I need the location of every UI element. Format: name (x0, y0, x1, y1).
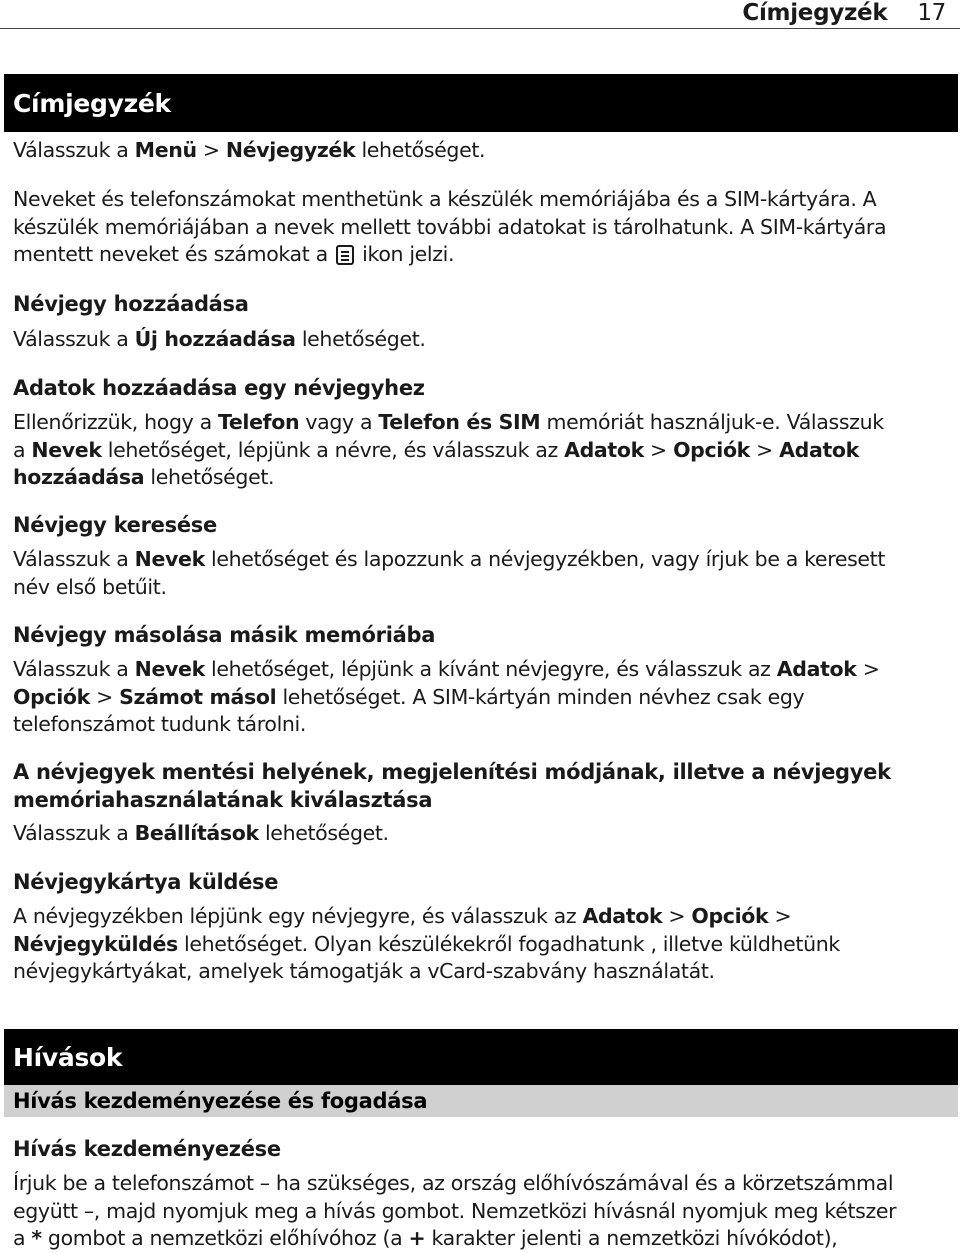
calls-subtitle-bar (4, 1085, 958, 1117)
card-heading: Névjegykártya küldése (13, 870, 279, 894)
calls-title-bar (4, 1029, 958, 1085)
copy-paragraph: Válasszuk a Nevek lehetőséget, lépjünk a kívánt névjegyre, és válasszuk az Adatok > Opciók > Számot másol lehetőséget. A SIM-kártyán minden névhez csak egy telefonszámot tudunk tárolni. (13, 657, 880, 736)
settings-heading: A névjegyek mentési helyének, megjelenítési módjának, illetve a névjegyek memóriahasználatának kiválasztása (13, 760, 891, 812)
sim-contact-icon (336, 245, 354, 265)
add-details-paragraph: Ellenőrizzük, hogy a Telefon vagy a Telefon és SIM memóriát használjuk-e. Válasszuk a Nevek lehetőséget, lépjünk a névre, és válasszuk az Adatok > Opciók > Adatok hozzáadása lehetőséget. (13, 410, 884, 489)
page-number: 17 (917, 0, 946, 26)
make-call-heading: Hívás kezdeményezése (13, 1137, 281, 1161)
calls-title: Hívások (13, 1042, 123, 1072)
add-details-heading: Adatok hozzáadása egy névjegyhez (13, 376, 425, 400)
search-paragraph: Válasszuk a Nevek lehetőséget és lapozzunk a névjegyzékben, vagy írjuk be a keresett név első betűit. (13, 547, 886, 599)
intro-paragraph: Válasszuk a Menü > Névjegyzék lehetőséget. (13, 138, 486, 162)
search-heading: Névjegy keresése (13, 513, 217, 537)
running-header (742, 0, 946, 26)
card-paragraph: A névjegyzékben lépjünk egy névjegyre, és válasszuk az Adatok > Opciók > Névjegyküldés lehetőséget. Olyan készülékekről fogadhatunk , illetve küldhetünk névjegykártyákat, amelyek támogatják a vCard-szabvány használatát. (13, 904, 840, 983)
settings-paragraph: Válasszuk a Beállítások lehetőséget. (13, 821, 389, 845)
running-header-title: Címjegyzék (742, 0, 888, 26)
make-call-paragraph: Írjuk be a telefonszámot – ha szükséges, az ország előhívószámával és a körzetszámmal együtt –, majd nyomjuk meg a hívás gombot. Nemzetközi hívásnál nyomjuk meg kétszer a * gombot a nemzetközi előhívóhoz (a + karakter jelenti a nemzetközi hívókódot), (13, 1171, 897, 1250)
copy-heading: Névjegy másolása másik memóriába (13, 623, 436, 647)
header-rule (0, 28, 960, 29)
section-title: Címjegyzék (13, 88, 171, 118)
add-contact-paragraph: Válasszuk a Új hozzáadása lehetőséget. (13, 327, 426, 351)
memory-paragraph: Neveket és telefonszámokat menthetünk a készülék memóriájába és a SIM-kártyára. A készülék memóriájában a nevek mellett további adatokat is tárolhatunk. A SIM-kártyára mentett neveket és számokat a ikon jelzi. (13, 187, 887, 266)
calls-subtitle: Hívás kezdeményezése és fogadása (13, 1089, 428, 1113)
add-contact-heading: Névjegy hozzáadása (13, 292, 249, 316)
menu-command: Menü (134, 138, 197, 162)
section-title-bar (4, 74, 958, 132)
contacts-command: Névjegyzék (225, 138, 356, 162)
